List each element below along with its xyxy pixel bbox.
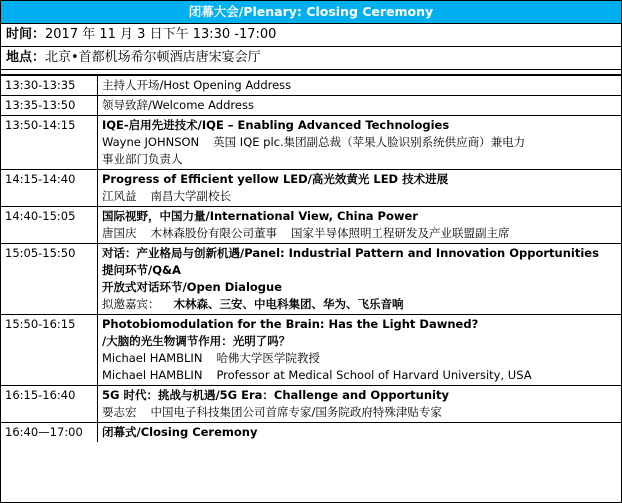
line-text: 闭幕式/Closing Ceremony <box>102 425 258 439</box>
time-cell: 16:15-16:40 <box>1 386 98 423</box>
content-cell <box>98 116 622 170</box>
content-line <box>102 134 617 151</box>
content-line <box>102 117 617 134</box>
line-text: 事业部门负责人 <box>102 152 183 166</box>
table-row <box>1 76 621 96</box>
time-cell: 15:05-15:50 <box>1 244 98 315</box>
line-text: Professor at Medical School of Harvard University, USA <box>216 368 532 382</box>
table-row <box>1 423 621 443</box>
table-row <box>1 315 621 386</box>
line-text: Wayne JOHNSON <box>102 135 200 149</box>
table-row <box>1 244 621 315</box>
time-cell: 16:40—17:00 <box>1 423 98 443</box>
line-text: 提问环节/Q&A <box>102 263 181 277</box>
content-cell <box>98 76 622 96</box>
content-line <box>102 171 617 188</box>
time-info <box>1 24 621 47</box>
time-cell: 15:50-16:15 <box>1 315 98 386</box>
content-cell <box>98 386 622 423</box>
content-cell <box>98 170 622 207</box>
time-cell: 14:15-14:40 <box>1 170 98 207</box>
line-text: Progress of Efficient yellow LED/高光效黄光 LED 技术进展 <box>102 172 449 186</box>
content-line <box>102 404 617 421</box>
content-line <box>102 225 617 242</box>
table-row <box>1 116 621 170</box>
content-line <box>102 279 617 296</box>
line-text: 木林森、三安、中电科集团、华为、飞乐音响 <box>173 297 404 311</box>
content-line <box>102 262 617 279</box>
line-text: 唐国庆 <box>102 226 137 240</box>
line-text: IQE-启用先进技术/IQE – Enabling Advanced Technologies <box>102 118 450 132</box>
line-text: Michael HAMBLIN <box>102 351 203 365</box>
content-line <box>102 296 617 313</box>
table-row <box>1 386 621 423</box>
line-text: Michael HAMBLIN <box>102 368 203 382</box>
content-line <box>102 208 617 225</box>
time-cell: 13:50-14:15 <box>1 116 98 170</box>
content-cell <box>98 96 622 116</box>
content-line <box>102 367 617 384</box>
content-line <box>102 316 617 333</box>
content-line <box>102 245 617 262</box>
content-line <box>102 424 617 441</box>
line-text: 英国 IQE plc.集团副总裁（苹果人脸识别系统供应商）兼电力 <box>213 135 526 149</box>
time-cell: 14:40-15:05 <box>1 207 98 244</box>
line-text: 主持人开场/Host Opening Address <box>102 78 292 92</box>
line-text: 南昌大学副校长 <box>150 189 231 203</box>
content-line <box>102 333 617 350</box>
content-cell <box>98 423 622 443</box>
content-line <box>102 151 617 168</box>
line-text: 国家半导体照明工程研发及产业联盟副主席 <box>291 226 510 240</box>
time-cell: 13:35-13:50 <box>1 96 98 116</box>
line-text: Photobiomodulation for the Brain: Has the Light Dawned? <box>102 317 479 331</box>
content-line <box>102 97 617 114</box>
place-value: 北京•首都机场希尔顿酒店唐宋宴会厅 <box>45 50 261 65</box>
line-text: 拟邀嘉宾： <box>102 297 160 311</box>
line-text: /大脑的光生物调节作用：光明了吗？ <box>102 334 291 348</box>
session-title: 闭幕大会/Plenary: Closing Ceremony <box>1 1 621 24</box>
time-label: 时间： <box>6 27 46 42</box>
content-cell <box>98 315 622 386</box>
content-cell <box>98 244 622 315</box>
line-text: 领导致辞/Welcome Address <box>102 98 254 112</box>
content-line <box>102 188 617 205</box>
line-text: 木林森股份有限公司董事 <box>150 226 277 240</box>
table-row <box>1 170 621 207</box>
place-info <box>1 47 621 70</box>
line-text: 对话：产业格局与创新机遇/Panel: Industrial Pattern and Innovation Opportunities <box>102 246 599 260</box>
table-row <box>1 96 621 116</box>
content-cell <box>98 207 622 244</box>
line-text: 开放式对话环节/Open Dialogue <box>102 280 283 294</box>
place-label: 地点： <box>6 50 46 65</box>
content-line <box>102 387 617 404</box>
line-text: 江风益 <box>102 189 137 203</box>
time-value: 2017 年 11 月 3 日下午 13:30 -17:00 <box>45 27 277 42</box>
table-row <box>1 207 621 244</box>
schedule-table <box>1 75 621 442</box>
line-text: 中国电子科技集团公司首席专家/国务院政府特殊津贴专家 <box>150 405 442 419</box>
content-line <box>102 77 617 94</box>
line-text: 哈佛大学医学院教授 <box>216 351 320 365</box>
line-text: 国际视野，中国力量/International View, China Power <box>102 209 418 223</box>
content-line <box>102 350 617 367</box>
line-text: 要志宏 <box>102 405 137 419</box>
time-cell: 13:30-13:35 <box>1 76 98 96</box>
line-text: 5G 时代：挑战与机遇/5G Era：Challenge and Opportunity <box>102 388 449 402</box>
